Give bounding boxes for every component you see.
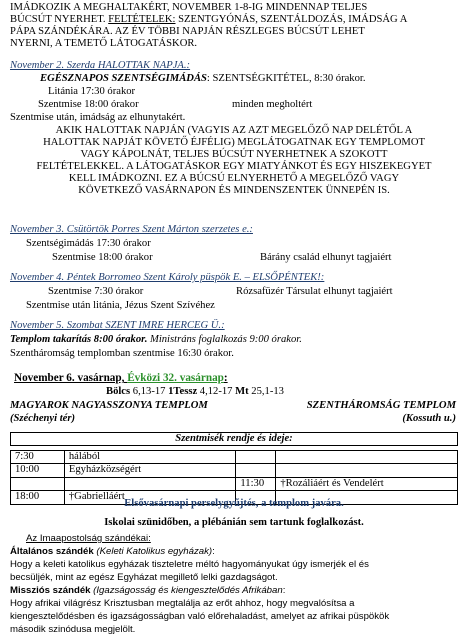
nov4-intention: Rózsafüzér Társulat elhunyt tagjaiért bbox=[236, 286, 393, 297]
nov5-header: November 5. Szombat SZENT IMRE HERCEG Ü.: bbox=[10, 320, 225, 331]
church-left-name: MAGYAROK NAGYASSZONYA TEMPLOM bbox=[10, 400, 208, 411]
nov2-mass: Szentmise 18:00 órakor bbox=[38, 99, 139, 110]
nov3-header: November 3. Csütörtök Porres Szent Márton szerzetes e.: bbox=[10, 224, 253, 235]
nov3-adoration: Szentségimádás 17:30 órakor bbox=[26, 238, 151, 249]
intro-line-1: IMÁDKOZIK A MEGHALTAKÉRT, NOVEMBER 1-8-IG MINDENNAP TELJES bbox=[10, 2, 368, 13]
nov6-readings: Bölcs 6,13-17 1Tessz 4,12-17 Mt 25,1-13 bbox=[106, 386, 284, 397]
mass-intention-right bbox=[276, 451, 458, 464]
nov2-litany: Litánia 17:30 órakor bbox=[48, 86, 136, 97]
mission-intention-heading: Missziós szándék (Igazságosság és kiengesztelődés Afrikában: bbox=[10, 585, 286, 596]
church-right-address: (Kossuth u.) bbox=[402, 413, 456, 424]
intro-line-4: NYERNI, A TEMETŐ LÁTOGATÁSKOR. bbox=[10, 38, 198, 49]
mass-time-right bbox=[236, 451, 276, 464]
nov3-mass: Szentmise 18:00 órakor bbox=[52, 252, 153, 263]
nov2-caps-3: VAGY KÁPOLNÁT, TELJES BÚCSÚT NYERHETNEK A SZOKOTT bbox=[80, 149, 388, 160]
mass-intention-left: hálából bbox=[64, 451, 236, 464]
mission-intention-line-3: második szinódusa megjelölt. bbox=[10, 624, 136, 635]
apostolate-title: Az Imaapostolság szándékai: bbox=[26, 533, 151, 544]
nov5-mass: Szentháromság templomban szentmise 16:30 órakor. bbox=[10, 348, 234, 359]
nov3-intention: Bárány család elhunyt tagjaiért bbox=[260, 252, 392, 263]
nov2-caps-1: AKIK HALOTTAK NAPJÁN (VAGYIS AZ AZT MEGELŐZŐ NAP DELÉTŐL A bbox=[55, 125, 413, 136]
church-right-name: SZENTHÁROMSÁG TEMPLOM bbox=[306, 400, 456, 411]
table-row bbox=[11, 451, 458, 464]
mass-intention-left bbox=[64, 477, 236, 490]
general-intention-line-1: Hogy a keleti katolikus egyházak tiszteletre méltó hagyományukat úgy ismerjék el és bbox=[10, 559, 369, 570]
nov2-caps-6: KÖVETKEZŐ VASÁRNAPON ÉS MINDENSZENTEK ÜNNEPÉN IS. bbox=[78, 185, 390, 196]
nov4-mass: Szentmise 7:30 órakor bbox=[48, 286, 144, 297]
intro-line-2: BÚCSÚT NYERHET. FELTÉTELEK: SZENTGYÓNÁS, SZENTÁLDOZÁS, IMÁDSÁG A bbox=[10, 14, 408, 25]
mass-time-right: 11:30 bbox=[236, 477, 276, 490]
nov2-caps-4: FELTÉTELEKKEL. A LÁTOGATÁSKOR EGY MIATYÁNKOT ÉS EGY HISZEKEGYET bbox=[36, 161, 432, 172]
mass-table-title: Szentmisék rendje és ideje: bbox=[10, 432, 458, 446]
mass-intention-right bbox=[276, 464, 458, 477]
mass-time-left: 10:00 bbox=[11, 464, 65, 477]
nov2-caps-5: KELL IMÁDKOZNI. EZ A BÚCSÚ ELNYERHETŐ A MEGELŐZŐ VAGY bbox=[68, 173, 400, 184]
mass-intention-left: †Gabrielláért bbox=[64, 491, 236, 504]
nov6-header: November 6. vasárnap, Évközi 32. vasárnap: bbox=[14, 372, 228, 384]
nov4-header: November 4. Péntek Borromeo Szent Károly püspök E. – ELSŐPÉNTEK!: bbox=[10, 272, 325, 283]
table-row bbox=[11, 477, 458, 490]
nov2-after-mass: Szentmise után, imádság az elhunytakért. bbox=[10, 112, 186, 123]
nov2-adoration: EGÉSZNAPOS SZENTSÉGIMÁDÁS: SZENTSÉGKITÉTEL, 8:30 órakor. bbox=[40, 73, 366, 84]
mission-intention-line-2: kiengesztelődésben és igazságosságban való előrehaladást, amelyet az afrikai püspökök bbox=[10, 611, 390, 622]
nov2-header: November 2. Szerda HALOTTAK NAPJA.: bbox=[10, 60, 191, 71]
school-holiday-notice: Iskolai szünidőben, a plébánián sem tartunk foglalkozást. bbox=[104, 517, 364, 528]
mass-time-left bbox=[11, 477, 65, 490]
conditions-label: FELTÉTELEK: bbox=[108, 14, 176, 25]
nov4-litany: Szentmise után litánia, Jézus Szent Szívéhez bbox=[26, 300, 215, 311]
mass-intention-left: Egyházközségért bbox=[64, 464, 236, 477]
mass-schedule-table bbox=[10, 450, 458, 505]
church-left-address: (Széchenyi tér) bbox=[10, 413, 76, 424]
mass-intention-right: †Rozáliáért és Vendelért bbox=[276, 477, 458, 490]
nov2-intention: minden megholtért bbox=[232, 99, 313, 110]
collection-notice: Elsővasárnapi perselygyűjtés, a templom javára. bbox=[124, 498, 344, 509]
mission-intention-line-1: Hogy afrikai világrész Krisztusban megtalálja az erőt ahhoz, hogy megvalósítsa a bbox=[10, 598, 355, 609]
mass-time-left: 7:30 bbox=[11, 451, 65, 464]
mass-time-right bbox=[236, 464, 276, 477]
general-intention-line-2: becsüljék, mint az egész Egyházat megillető lelki gazdagságot. bbox=[10, 572, 278, 583]
general-intention-heading: Általános szándék (Keleti Katolikus egyházak): bbox=[10, 546, 215, 557]
intro-line-3: PÁPA SZÁNDÉKÁRA. AZ ÉV TÖBBI NAPJÁN RÉSZLEGES BÚCSÚT LEHET bbox=[10, 26, 365, 37]
nov5-cleaning: Templom takarítás 8:00 órakor. Ministráns foglalkozás 9:00 órakor. bbox=[10, 334, 302, 345]
mass-time-left: 18:00 bbox=[11, 491, 65, 504]
table-row bbox=[11, 464, 458, 477]
nov2-caps-2: HALOTTAK NAPJÁT KÖVETŐ ÉJFÉLIG) MEGLÁTOGATNAK EGY TEMPLOMOT bbox=[43, 137, 425, 148]
